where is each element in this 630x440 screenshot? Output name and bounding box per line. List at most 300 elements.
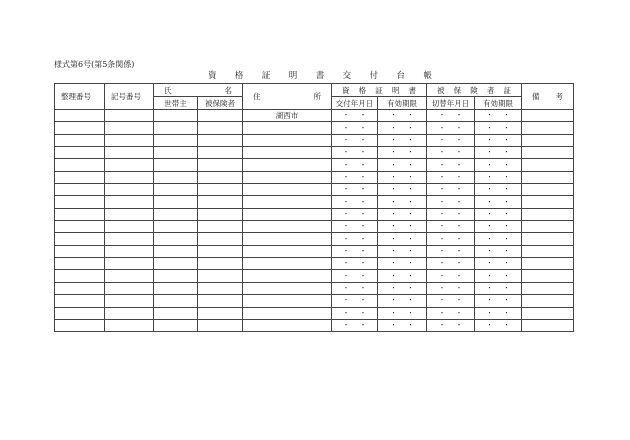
table-row xyxy=(55,295,574,307)
header-shikaku-char: 資 xyxy=(342,85,350,95)
table-cell[interactable] xyxy=(198,221,243,233)
table-row xyxy=(55,319,574,331)
page-title xyxy=(150,71,490,81)
date-dots: ・ ・ xyxy=(486,296,510,305)
table-row xyxy=(55,245,574,257)
date-cell[interactable] xyxy=(332,270,378,282)
table-cell[interactable] xyxy=(243,196,332,208)
table-cell[interactable] xyxy=(522,122,574,134)
date-cell[interactable] xyxy=(475,221,522,233)
date-cell[interactable] xyxy=(475,258,522,270)
table-cell[interactable] xyxy=(243,307,332,319)
table-cell[interactable] xyxy=(198,208,243,220)
table-cell[interactable] xyxy=(522,159,574,171)
table-cell[interactable] xyxy=(198,147,243,159)
date-dots: ・ ・ xyxy=(390,271,414,280)
table-cell[interactable] xyxy=(243,319,332,331)
table-cell[interactable] xyxy=(105,196,154,208)
header-shikaku-shomeisho xyxy=(332,84,427,97)
date-cell[interactable] xyxy=(378,245,427,257)
table-cell[interactable] xyxy=(55,221,105,233)
date-dots: ・ ・ xyxy=(438,259,463,268)
date-dots: ・ ・ xyxy=(390,222,414,231)
date-dots: ・ ・ xyxy=(486,111,510,120)
table-row xyxy=(55,134,574,146)
table-cell[interactable] xyxy=(154,282,198,294)
date-dots: ・ ・ xyxy=(438,172,463,181)
table-cell[interactable] xyxy=(154,221,198,233)
date-dots: ・ ・ xyxy=(390,308,414,317)
table-cell[interactable] xyxy=(105,122,154,134)
table-cell[interactable] xyxy=(522,196,574,208)
date-cell[interactable] xyxy=(332,159,378,171)
date-cell[interactable] xyxy=(475,159,522,171)
date-dots: ・ ・ xyxy=(438,321,463,330)
header-setainushi: 世帯主 xyxy=(154,97,198,110)
date-dots: ・ ・ xyxy=(342,160,367,169)
table-cell[interactable] xyxy=(243,295,332,307)
date-cell[interactable] xyxy=(427,184,475,196)
date-dots: ・ ・ xyxy=(438,296,463,305)
table-cell[interactable] xyxy=(154,159,198,171)
date-dots: ・ ・ xyxy=(390,246,414,255)
date-dots: ・ ・ xyxy=(486,321,510,330)
table-cell[interactable] xyxy=(198,233,243,245)
date-dots: ・ ・ xyxy=(438,160,463,169)
header-jusho xyxy=(243,84,332,110)
date-cell[interactable] xyxy=(332,233,378,245)
date-cell[interactable] xyxy=(332,319,378,331)
date-cell[interactable] xyxy=(427,196,475,208)
table-row xyxy=(55,110,574,122)
header-yuko-kigen-2: 有効期限 xyxy=(475,97,522,110)
header-biko-char: 考 xyxy=(555,92,563,101)
table-cell[interactable] xyxy=(522,245,574,257)
date-cell[interactable] xyxy=(427,147,475,159)
date-dots: ・ ・ xyxy=(438,148,463,157)
table-cell[interactable] xyxy=(522,307,574,319)
table-cell[interactable] xyxy=(198,196,243,208)
date-dots: ・ ・ xyxy=(390,234,414,243)
table-row xyxy=(55,282,574,294)
date-dots: ・ ・ xyxy=(342,135,367,144)
date-cell[interactable] xyxy=(378,134,427,146)
table-cell[interactable] xyxy=(105,258,154,270)
date-cell[interactable] xyxy=(332,208,378,220)
table-cell[interactable] xyxy=(522,184,574,196)
table-cell[interactable] xyxy=(105,134,154,146)
date-dots: ・ ・ xyxy=(486,197,510,206)
table-cell[interactable] xyxy=(522,295,574,307)
header-kigo-bango: 記号番号 xyxy=(105,84,154,110)
table-cell[interactable] xyxy=(105,282,154,294)
date-dots: ・ ・ xyxy=(342,296,367,305)
table-cell[interactable] xyxy=(154,184,198,196)
header-biko-char: 備 xyxy=(532,92,540,101)
table-cell[interactable] xyxy=(105,221,154,233)
table-cell[interactable] xyxy=(105,319,154,331)
date-cell[interactable] xyxy=(332,295,378,307)
date-cell[interactable] xyxy=(427,233,475,245)
date-dots: ・ ・ xyxy=(390,111,414,120)
table-cell[interactable] xyxy=(55,159,105,171)
date-dots: ・ ・ xyxy=(486,185,510,194)
header-hihokensha-sho-char: 証 xyxy=(503,85,511,95)
table-row xyxy=(55,208,574,220)
date-cell[interactable] xyxy=(475,110,522,122)
table-cell[interactable] xyxy=(522,134,574,146)
table-row xyxy=(55,171,574,183)
table-cell[interactable] xyxy=(522,282,574,294)
date-cell[interactable] xyxy=(332,245,378,257)
table-cell[interactable] xyxy=(243,233,332,245)
table-cell[interactable] xyxy=(105,171,154,183)
header-kirikae-nengappi: 切替年月日 xyxy=(427,97,475,110)
date-cell[interactable] xyxy=(332,307,378,319)
date-dots: ・ ・ xyxy=(390,148,414,157)
date-dots: ・ ・ xyxy=(390,160,414,169)
date-cell[interactable] xyxy=(475,134,522,146)
date-dots: ・ ・ xyxy=(438,308,463,317)
date-dots: ・ ・ xyxy=(438,135,463,144)
date-dots: ・ ・ xyxy=(342,172,367,181)
table-cell[interactable] xyxy=(55,233,105,245)
header-seiri-bango: 整理番号 xyxy=(55,84,105,110)
date-dots: ・ ・ xyxy=(438,283,463,292)
date-cell[interactable] xyxy=(332,171,378,183)
table-cell[interactable] xyxy=(154,171,198,183)
date-cell[interactable] xyxy=(427,295,475,307)
date-cell[interactable] xyxy=(475,282,522,294)
table-cell[interactable] xyxy=(522,258,574,270)
date-cell[interactable] xyxy=(378,307,427,319)
date-cell[interactable] xyxy=(427,282,475,294)
date-dots: ・ ・ xyxy=(390,296,414,305)
table-cell[interactable] xyxy=(55,282,105,294)
date-dots: ・ ・ xyxy=(438,123,463,132)
date-dots: ・ ・ xyxy=(390,283,414,292)
date-dots: ・ ・ xyxy=(342,234,367,243)
table-cell[interactable] xyxy=(154,208,198,220)
table-row xyxy=(55,307,574,319)
date-cell[interactable] xyxy=(427,208,475,220)
table-cell[interactable] xyxy=(55,307,105,319)
table-cell[interactable] xyxy=(198,184,243,196)
date-dots: ・ ・ xyxy=(342,148,367,157)
date-dots: ・ ・ xyxy=(486,308,510,317)
date-cell[interactable] xyxy=(427,270,475,282)
header-biko xyxy=(522,84,574,110)
date-cell[interactable] xyxy=(475,319,522,331)
table-cell[interactable] xyxy=(522,319,574,331)
date-dots: ・ ・ xyxy=(438,197,463,206)
table-cell[interactable] xyxy=(55,258,105,270)
date-cell[interactable] xyxy=(475,184,522,196)
date-cell[interactable] xyxy=(427,171,475,183)
date-dots: ・ ・ xyxy=(438,111,463,120)
date-cell[interactable] xyxy=(427,245,475,257)
table-cell[interactable] xyxy=(198,307,243,319)
header-kofu-nengappi: 交付年月日 xyxy=(332,97,378,110)
table-cell[interactable] xyxy=(105,208,154,220)
table-cell[interactable] xyxy=(105,159,154,171)
table-cell[interactable] xyxy=(522,171,574,183)
header-jusho-char: 住 xyxy=(253,92,261,101)
date-cell[interactable] xyxy=(332,110,378,122)
table-cell[interactable] xyxy=(522,270,574,282)
date-dots: ・ ・ xyxy=(342,321,367,330)
date-dots: ・ ・ xyxy=(486,160,510,169)
header-hihokensha-sho-char: 保 xyxy=(453,85,462,95)
table-cell[interactable] xyxy=(154,245,198,257)
table-cell[interactable] xyxy=(154,258,198,270)
header-shimei-char: 名 xyxy=(224,85,232,95)
header-shikaku-char: 明 xyxy=(391,85,400,95)
header-yuko-kigen-1: 有効期限 xyxy=(378,97,427,110)
header-shikaku-char: 書 xyxy=(408,85,416,95)
date-cell[interactable] xyxy=(332,122,378,134)
header-hihokensha-sho-char: 被 xyxy=(437,85,445,95)
date-dots: ・ ・ xyxy=(438,222,463,231)
date-dots: ・ ・ xyxy=(390,185,414,194)
table-cell[interactable] xyxy=(243,208,332,220)
table-cell[interactable] xyxy=(154,319,198,331)
table-cell[interactable] xyxy=(198,110,243,122)
table-cell[interactable] xyxy=(55,171,105,183)
date-cell[interactable] xyxy=(427,159,475,171)
date-dots: ・ ・ xyxy=(438,209,463,218)
page-title-char: 明 xyxy=(288,71,298,81)
date-dots: ・ ・ xyxy=(342,308,367,317)
header-shikaku-char: 証 xyxy=(375,85,383,95)
table-cell[interactable] xyxy=(154,270,198,282)
table-cell[interactable] xyxy=(154,122,198,134)
date-dots: ・ ・ xyxy=(438,246,463,255)
date-cell[interactable] xyxy=(378,122,427,134)
table-cell[interactable] xyxy=(105,270,154,282)
date-cell[interactable] xyxy=(378,282,427,294)
table-cell[interactable] xyxy=(55,147,105,159)
header-shikaku-char: 格 xyxy=(358,85,367,95)
date-dots: ・ ・ xyxy=(390,209,414,218)
date-cell[interactable] xyxy=(378,147,427,159)
page-title-char: 証 xyxy=(261,71,271,81)
table-cell[interactable] xyxy=(522,233,574,245)
date-cell[interactable] xyxy=(378,184,427,196)
date-dots: ・ ・ xyxy=(486,135,510,144)
date-cell[interactable] xyxy=(332,184,378,196)
header-hihokensha-sho xyxy=(427,84,522,97)
table-row xyxy=(55,270,574,282)
date-dots: ・ ・ xyxy=(486,123,510,132)
date-dots: ・ ・ xyxy=(390,123,414,132)
date-cell[interactable] xyxy=(427,122,475,134)
form-number: 様式第6号(第5条関係) xyxy=(54,60,135,69)
date-cell[interactable] xyxy=(332,147,378,159)
page-title-char: 格 xyxy=(234,71,244,81)
table-row xyxy=(55,184,574,196)
address-cell[interactable]: 湖西市 xyxy=(243,110,332,122)
date-dots: ・ ・ xyxy=(342,222,367,231)
date-cell[interactable] xyxy=(378,208,427,220)
date-dots: ・ ・ xyxy=(342,283,367,292)
table-cell[interactable] xyxy=(55,270,105,282)
date-cell[interactable] xyxy=(332,134,378,146)
date-dots: ・ ・ xyxy=(486,172,510,181)
table-cell[interactable] xyxy=(522,147,574,159)
header-shimei xyxy=(154,84,243,97)
table-cell[interactable] xyxy=(522,208,574,220)
date-dots: ・ ・ xyxy=(342,209,367,218)
table-cell[interactable] xyxy=(198,122,243,134)
table-cell[interactable] xyxy=(243,147,332,159)
date-dots: ・ ・ xyxy=(486,259,510,268)
date-cell[interactable] xyxy=(378,171,427,183)
date-cell[interactable] xyxy=(378,110,427,122)
date-cell[interactable] xyxy=(378,196,427,208)
table-cell[interactable] xyxy=(198,319,243,331)
table-cell[interactable] xyxy=(198,258,243,270)
date-dots: ・ ・ xyxy=(390,259,414,268)
table-cell[interactable] xyxy=(243,122,332,134)
table-cell[interactable] xyxy=(154,307,198,319)
date-cell[interactable] xyxy=(378,159,427,171)
date-cell[interactable] xyxy=(475,245,522,257)
table-cell[interactable] xyxy=(522,110,574,122)
page-title-char: 付 xyxy=(369,71,379,81)
date-dots: ・ ・ xyxy=(438,234,463,243)
date-dots: ・ ・ xyxy=(390,321,414,330)
table-cell[interactable] xyxy=(198,159,243,171)
table-cell[interactable] xyxy=(105,233,154,245)
table-cell[interactable] xyxy=(243,258,332,270)
date-dots: ・ ・ xyxy=(390,172,414,181)
date-cell[interactable] xyxy=(427,134,475,146)
table-cell[interactable] xyxy=(105,184,154,196)
table-row xyxy=(55,147,574,159)
table-cell[interactable] xyxy=(522,221,574,233)
table-cell[interactable] xyxy=(243,171,332,183)
table-cell[interactable] xyxy=(55,122,105,134)
date-dots: ・ ・ xyxy=(342,246,367,255)
date-cell[interactable] xyxy=(427,307,475,319)
date-cell[interactable] xyxy=(378,319,427,331)
table-cell[interactable] xyxy=(154,110,198,122)
date-dots: ・ ・ xyxy=(342,259,367,268)
table-cell[interactable] xyxy=(243,184,332,196)
date-cell[interactable] xyxy=(332,258,378,270)
table-cell[interactable] xyxy=(243,270,332,282)
table-cell[interactable] xyxy=(55,208,105,220)
table-row xyxy=(55,233,574,245)
page-title-char: 台 xyxy=(396,71,405,81)
date-dots: ・ ・ xyxy=(390,135,414,144)
table-cell[interactable] xyxy=(198,171,243,183)
header-hihokensha-sho-char: 険 xyxy=(470,85,478,95)
date-dots: ・ ・ xyxy=(342,185,367,194)
table-cell[interactable] xyxy=(154,134,198,146)
table-row xyxy=(55,221,574,233)
date-dots: ・ ・ xyxy=(486,271,510,280)
table-cell[interactable] xyxy=(105,307,154,319)
date-cell[interactable] xyxy=(332,196,378,208)
table-cell[interactable] xyxy=(198,282,243,294)
date-cell[interactable] xyxy=(475,122,522,134)
table-cell[interactable] xyxy=(154,233,198,245)
date-cell[interactable] xyxy=(475,233,522,245)
table-cell[interactable] xyxy=(243,221,332,233)
date-cell[interactable] xyxy=(475,147,522,159)
table-cell[interactable] xyxy=(198,295,243,307)
table-cell[interactable] xyxy=(105,147,154,159)
date-cell[interactable] xyxy=(378,233,427,245)
table-cell[interactable] xyxy=(243,245,332,257)
table-row xyxy=(55,258,574,270)
date-dots: ・ ・ xyxy=(438,271,463,280)
date-cell[interactable] xyxy=(475,270,522,282)
table-cell[interactable] xyxy=(55,245,105,257)
table-cell[interactable] xyxy=(55,110,105,122)
page-title-char: 交 xyxy=(342,71,352,81)
date-dots: ・ ・ xyxy=(342,271,367,280)
date-cell[interactable] xyxy=(475,196,522,208)
table-cell[interactable] xyxy=(198,245,243,257)
date-dots: ・ ・ xyxy=(390,197,414,206)
table-cell[interactable] xyxy=(55,196,105,208)
table-cell[interactable] xyxy=(154,147,198,159)
date-cell[interactable] xyxy=(378,270,427,282)
table-cell[interactable] xyxy=(154,295,198,307)
table-cell[interactable] xyxy=(198,134,243,146)
table-cell[interactable] xyxy=(105,295,154,307)
table-cell[interactable] xyxy=(198,270,243,282)
date-cell[interactable] xyxy=(427,319,475,331)
header-shimei-char: 氏 xyxy=(164,85,172,95)
table-cell[interactable] xyxy=(243,282,332,294)
date-cell[interactable] xyxy=(475,208,522,220)
date-cell[interactable] xyxy=(378,258,427,270)
date-cell[interactable] xyxy=(427,221,475,233)
table-cell[interactable] xyxy=(55,134,105,146)
date-dots: ・ ・ xyxy=(486,148,510,157)
table-cell[interactable] xyxy=(243,159,332,171)
table-row xyxy=(55,159,574,171)
date-cell[interactable] xyxy=(427,110,475,122)
table-cell[interactable] xyxy=(105,110,154,122)
date-cell[interactable] xyxy=(427,258,475,270)
table-cell[interactable] xyxy=(55,319,105,331)
date-cell[interactable] xyxy=(475,171,522,183)
date-dots: ・ ・ xyxy=(486,283,510,292)
table-cell[interactable] xyxy=(55,295,105,307)
date-cell[interactable] xyxy=(475,295,522,307)
ledger-table xyxy=(54,83,574,332)
table-cell[interactable] xyxy=(105,245,154,257)
date-dots: ・ ・ xyxy=(486,234,510,243)
date-cell[interactable] xyxy=(332,221,378,233)
table-cell[interactable] xyxy=(154,196,198,208)
date-dots: ・ ・ xyxy=(342,197,367,206)
date-cell[interactable] xyxy=(378,295,427,307)
table-cell[interactable] xyxy=(55,184,105,196)
page-title-char: 帳 xyxy=(423,71,432,81)
table-cell[interactable] xyxy=(243,134,332,146)
header-jusho-char: 所 xyxy=(313,92,321,101)
table-row xyxy=(55,122,574,134)
date-cell[interactable] xyxy=(378,221,427,233)
date-cell[interactable] xyxy=(332,282,378,294)
date-cell[interactable] xyxy=(475,307,522,319)
